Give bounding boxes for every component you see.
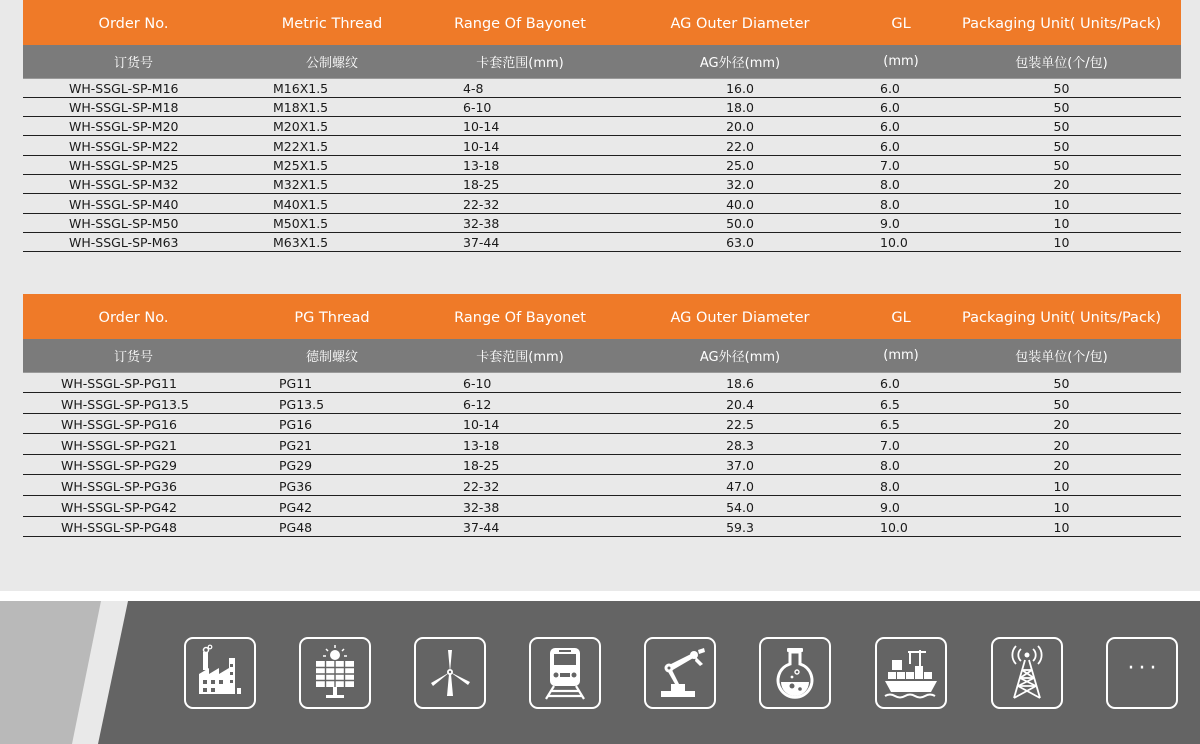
gl-cell: 9.0 — [860, 496, 942, 517]
range-cell: 6-10 — [420, 97, 620, 116]
header-order-no-cn: 订货号 — [23, 339, 244, 372]
order-no-cell: WH-SSGL-SP-M25 — [23, 155, 244, 174]
ag-diameter-cell: 16.0 — [620, 78, 860, 97]
table-row — [23, 516, 1181, 537]
ag-diameter-cell: 63.0 — [620, 232, 860, 251]
thread-cell: PG21 — [244, 434, 420, 455]
header-range: Range Of Bayonet — [420, 0, 620, 45]
gl-cell: 6.0 — [860, 78, 942, 97]
ag-diameter-cell: 18.6 — [620, 372, 860, 393]
order-no-cell: WH-SSGL-SP-PG13.5 — [23, 393, 244, 414]
train-icon[interactable] — [529, 637, 601, 709]
pg-thread-table — [23, 294, 1181, 537]
ag-diameter-cell: 20.0 — [620, 117, 860, 136]
packaging-cell: 10 — [942, 516, 1181, 537]
packaging-cell: 10 — [942, 232, 1181, 251]
packaging-cell: 50 — [942, 117, 1181, 136]
table-row — [23, 434, 1181, 455]
table-row — [23, 393, 1181, 414]
ag-diameter-cell: 54.0 — [620, 496, 860, 517]
table-row — [23, 174, 1181, 193]
order-no-cell: WH-SSGL-SP-M32 — [23, 174, 244, 193]
table-row — [23, 117, 1181, 136]
header-row-cn — [23, 45, 1181, 78]
thread-cell: PG48 — [244, 516, 420, 537]
table-row — [23, 413, 1181, 434]
thread-cell: PG11 — [244, 372, 420, 393]
thread-cell: M22X1.5 — [244, 136, 420, 155]
thread-cell: PG16 — [244, 413, 420, 434]
gl-cell: 6.0 — [860, 97, 942, 116]
ag-diameter-cell: 28.3 — [620, 434, 860, 455]
header-gl: GL — [860, 294, 942, 339]
header-packaging-cn: 包装单位(个/包) — [942, 339, 1181, 372]
gl-cell: 6.5 — [860, 413, 942, 434]
order-no-cell: WH-SSGL-SP-M18 — [23, 97, 244, 116]
thread-cell: PG36 — [244, 475, 420, 496]
range-cell: 22-32 — [420, 475, 620, 496]
thread-cell: PG13.5 — [244, 393, 420, 414]
order-no-cell: WH-SSGL-SP-M20 — [23, 117, 244, 136]
order-no-cell: WH-SSGL-SP-M50 — [23, 213, 244, 232]
order-no-cell: WH-SSGL-SP-M40 — [23, 194, 244, 213]
thread-cell: M20X1.5 — [244, 117, 420, 136]
header-order-no-cn: 订货号 — [23, 45, 244, 78]
section-divider — [0, 591, 1200, 601]
gl-cell: 6.0 — [860, 372, 942, 393]
table-row — [23, 97, 1181, 116]
table-row — [23, 496, 1181, 517]
applications-band — [0, 601, 1200, 744]
header-row-en — [23, 294, 1181, 339]
ag-diameter-cell: 25.0 — [620, 155, 860, 174]
thread-cell: M50X1.5 — [244, 213, 420, 232]
order-no-cell: WH-SSGL-SP-PG21 — [23, 434, 244, 455]
packaging-cell: 20 — [942, 413, 1181, 434]
ag-diameter-cell: 37.0 — [620, 454, 860, 475]
signal-tower-icon[interactable] — [991, 637, 1063, 709]
gl-cell: 8.0 — [860, 475, 942, 496]
ag-diameter-cell: 59.3 — [620, 516, 860, 537]
gl-cell: 6.0 — [860, 117, 942, 136]
header-ag-diameter: AG Outer Diameter — [620, 0, 860, 45]
packaging-cell: 50 — [942, 155, 1181, 174]
header-range-cn: 卡套范围(mm) — [420, 45, 620, 78]
table-row — [23, 213, 1181, 232]
ag-diameter-cell: 32.0 — [620, 174, 860, 193]
gl-cell: 8.0 — [860, 454, 942, 475]
chemistry-flask-icon[interactable] — [759, 637, 831, 709]
header-order-no: Order No. — [23, 0, 244, 45]
factory-icon[interactable] — [184, 637, 256, 709]
range-cell: 4-8 — [420, 78, 620, 97]
order-no-cell: WH-SSGL-SP-PG16 — [23, 413, 244, 434]
header-thread-cn: 公制螺纹 — [244, 45, 420, 78]
packaging-cell: 50 — [942, 78, 1181, 97]
range-cell: 37-44 — [420, 516, 620, 537]
table-row — [23, 454, 1181, 475]
range-cell: 6-12 — [420, 393, 620, 414]
gl-cell: 6.0 — [860, 136, 942, 155]
order-no-cell: WH-SSGL-SP-M63 — [23, 232, 244, 251]
wind-turbine-icon[interactable] — [414, 637, 486, 709]
ag-diameter-cell: 50.0 — [620, 213, 860, 232]
header-row-cn — [23, 339, 1181, 372]
packaging-cell: 50 — [942, 372, 1181, 393]
header-ag-diameter-cn: AG外径(mm) — [620, 339, 860, 372]
thread-cell: M32X1.5 — [244, 174, 420, 193]
order-no-cell: WH-SSGL-SP-PG42 — [23, 496, 244, 517]
more-icon[interactable] — [1106, 637, 1178, 709]
gl-cell: 8.0 — [860, 174, 942, 193]
header-packaging: Packaging Unit( Units/Pack) — [942, 294, 1181, 339]
table-row — [23, 475, 1181, 496]
header-row-en — [23, 0, 1181, 45]
range-cell: 22-32 — [420, 194, 620, 213]
order-no-cell: WH-SSGL-SP-PG11 — [23, 372, 244, 393]
table-row — [23, 372, 1181, 393]
table-row — [23, 78, 1181, 97]
thread-cell: M40X1.5 — [244, 194, 420, 213]
gl-cell: 7.0 — [860, 155, 942, 174]
table-row — [23, 232, 1181, 251]
range-cell: 10-14 — [420, 136, 620, 155]
header-gl-cn: (mm) — [860, 45, 942, 78]
range-cell: 6-10 — [420, 372, 620, 393]
header-packaging: Packaging Unit( Units/Pack) — [942, 0, 1181, 45]
range-cell: 32-38 — [420, 496, 620, 517]
table-row — [23, 194, 1181, 213]
range-cell: 10-14 — [420, 117, 620, 136]
packaging-cell: 50 — [942, 136, 1181, 155]
range-cell: 32-38 — [420, 213, 620, 232]
ag-diameter-cell: 18.0 — [620, 97, 860, 116]
header-order-no: Order No. — [23, 294, 244, 339]
range-cell: 18-25 — [420, 174, 620, 193]
header-ag-diameter-cn: AG外径(mm) — [620, 45, 860, 78]
packaging-cell: 10 — [942, 194, 1181, 213]
range-cell: 13-18 — [420, 155, 620, 174]
thread-cell: PG29 — [244, 454, 420, 475]
ag-diameter-cell: 22.5 — [620, 413, 860, 434]
table-row — [23, 155, 1181, 174]
order-no-cell: WH-SSGL-SP-M16 — [23, 78, 244, 97]
thread-cell: M25X1.5 — [244, 155, 420, 174]
thread-cell: M63X1.5 — [244, 232, 420, 251]
gl-cell: 8.0 — [860, 194, 942, 213]
header-thread: PG Thread — [244, 294, 420, 339]
header-range: Range Of Bayonet — [420, 294, 620, 339]
thread-cell: M18X1.5 — [244, 97, 420, 116]
order-no-cell: WH-SSGL-SP-M22 — [23, 136, 244, 155]
range-cell: 13-18 — [420, 434, 620, 455]
range-cell: 18-25 — [420, 454, 620, 475]
gl-cell: 10.0 — [860, 232, 942, 251]
order-no-cell: WH-SSGL-SP-PG48 — [23, 516, 244, 537]
range-cell: 37-44 — [420, 232, 620, 251]
packaging-cell: 10 — [942, 475, 1181, 496]
packaging-cell: 20 — [942, 174, 1181, 193]
ag-diameter-cell: 40.0 — [620, 194, 860, 213]
solar-panel-icon[interactable] — [299, 637, 371, 709]
packaging-cell: 50 — [942, 393, 1181, 414]
header-thread: Metric Thread — [244, 0, 420, 45]
gl-cell: 7.0 — [860, 434, 942, 455]
header-gl-cn: (mm) — [860, 339, 942, 372]
header-thread-cn: 德制螺纹 — [244, 339, 420, 372]
packaging-cell: 10 — [942, 496, 1181, 517]
header-range-cn: 卡套范围(mm) — [420, 339, 620, 372]
ag-diameter-cell: 20.4 — [620, 393, 860, 414]
ship-icon[interactable] — [875, 637, 947, 709]
ag-diameter-cell: 22.0 — [620, 136, 860, 155]
range-cell: 10-14 — [420, 413, 620, 434]
gl-cell: 6.5 — [860, 393, 942, 414]
header-ag-diameter: AG Outer Diameter — [620, 294, 860, 339]
ag-diameter-cell: 47.0 — [620, 475, 860, 496]
packaging-cell: 10 — [942, 213, 1181, 232]
packaging-cell: 50 — [942, 97, 1181, 116]
more-label: ··· — [1127, 656, 1161, 681]
thread-cell: M16X1.5 — [244, 78, 420, 97]
order-no-cell: WH-SSGL-SP-PG29 — [23, 454, 244, 475]
packaging-cell: 20 — [942, 434, 1181, 455]
robot-arm-icon[interactable] — [644, 637, 716, 709]
header-gl: GL — [860, 0, 942, 45]
packaging-cell: 20 — [942, 454, 1181, 475]
metric-thread-table — [23, 0, 1181, 252]
table-row — [23, 136, 1181, 155]
header-packaging-cn: 包装单位(个/包) — [942, 45, 1181, 78]
gl-cell: 10.0 — [860, 516, 942, 537]
gl-cell: 9.0 — [860, 213, 942, 232]
thread-cell: PG42 — [244, 496, 420, 517]
order-no-cell: WH-SSGL-SP-PG36 — [23, 475, 244, 496]
